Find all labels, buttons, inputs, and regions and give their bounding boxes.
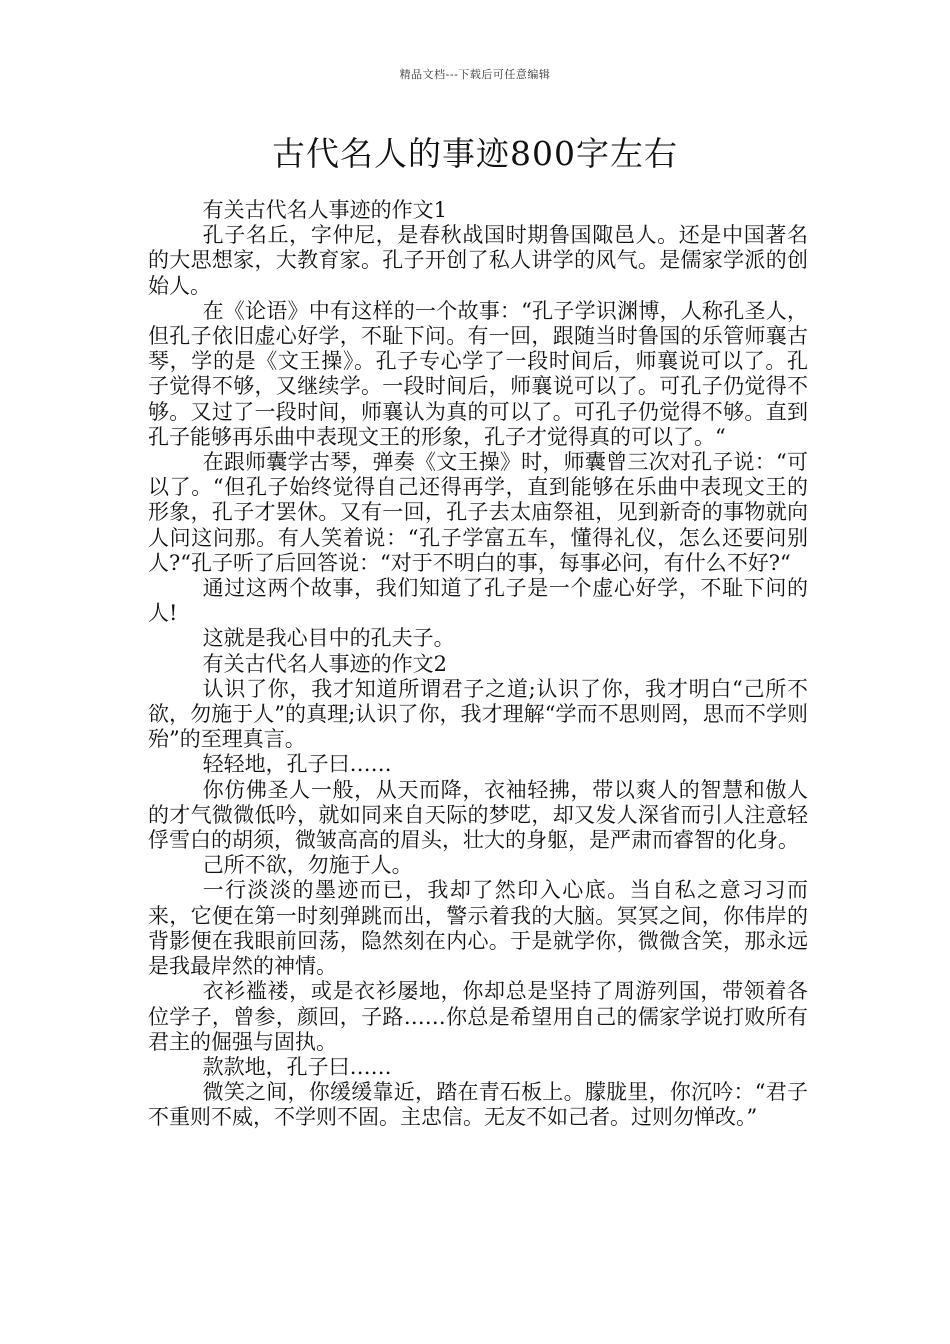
paragraph: 认识了你，我才知道所谓君子之道;认识了你，我才明白“己所不欲，勿施于人”的真理;认识了你，我才理解“学而不思则罔，思而不学则殆”的至理真言。 bbox=[148, 676, 808, 752]
paragraph: 在跟师囊学古琴，弹奏《文王操》时，师囊曾三次对孔子说：“可以了。“但孔子始终觉得自己还得再学，直到能够在乐曲中表现文王的形象，孔子才罢休。又有一回，孔子去太庙祭祖，见到新奇的事物就向人问这问那。有人笑着说：“孔子学富五车，懂得礼仪，怎么还要问别人?“孔子听了后回答说：“对于不明白的事，每事必问，有什么不好?“ bbox=[148, 450, 808, 575]
paragraph: 通过这两个故事，我们知道了孔子是一个虚心好学，不耻下问的人! bbox=[148, 576, 808, 626]
paragraph: 轻轻地，孔子曰…… bbox=[202, 752, 392, 777]
section-heading: 有关古代名人事迹的作文1 bbox=[202, 198, 447, 222]
section-heading: 有关古代名人事迹的作文2 bbox=[202, 651, 447, 676]
paragraph: 一行淡淡的墨迹而已，我却了然印入心底。当自私之意习习而来，它便在第一时刻弹跳而出，警示着我的大脑。冥冥之间，你伟岸的背影便在我眼前回荡，隐然刻在内心。于是就学你，微微含笑，那永远是我最岸然的神情。 bbox=[148, 878, 808, 979]
paragraph: 款款地，孔子曰…… bbox=[202, 1054, 392, 1079]
paragraph: 你仿佛圣人一般，从天而降，衣袖轻拂，带以爽人的智慧和傲人的才气微微低吟，就如同来自天际的梦呓，却又发人深省而引人注意轻俘雪白的胡须，微皱高高的眉头，壮大的身躯，是严肃而睿智的化身。 bbox=[148, 777, 808, 853]
header-note: 精品文档---下载后可任意编辑 bbox=[399, 68, 551, 81]
paragraph: 这就是我心目中的孔夫子。 bbox=[202, 626, 455, 651]
paragraph: 在《论语》中有这样的一个故事：“孔子学识渊博，人称孔圣人，但孔子依旧虚心好学，不耻下问。有一回，跟随当时鲁国的乐管师襄古琴，学的是《文王操》。孔子专心学了一段时间后，师襄说可以了。孔子觉得不够，又继续学。一段时间后，师襄说可以了。可孔子仍觉得不够。又过了一段时间，师襄认为真的可以了。可孔子仍觉得不够。直到孔子能够再乐曲中表现文王的形象，孔子才觉得真的可以了。“ bbox=[148, 298, 808, 449]
document-body bbox=[148, 198, 808, 1131]
document-title: 古代名人的事迹800字左右 bbox=[272, 134, 678, 173]
paragraph: 衣衫褴褛，或是衣衫屡地，你却总是坚持了周游列国，带领着各位学子，曾参，颜回，子路……你总是希望用自己的儒家学说打败所有君主的倔强与固执。 bbox=[148, 979, 808, 1054]
paragraph: 己所不欲，勿施于人。 bbox=[202, 853, 413, 878]
paragraph: 微笑之间，你缓缓靠近，踏在青石板上。朦胧里，你沉吟：“君子不重则不威，不学则不固。主忠信。无友不如己者。过则勿惮改。” bbox=[148, 1080, 808, 1130]
paragraph: 孔子名丘，字仲尼，是春秋战国时期鲁国陬邑人。还是中国著名的大思想家，大教育家。孔子开创了私人讲学的风气。是儒家学派的创始人。 bbox=[148, 223, 808, 298]
